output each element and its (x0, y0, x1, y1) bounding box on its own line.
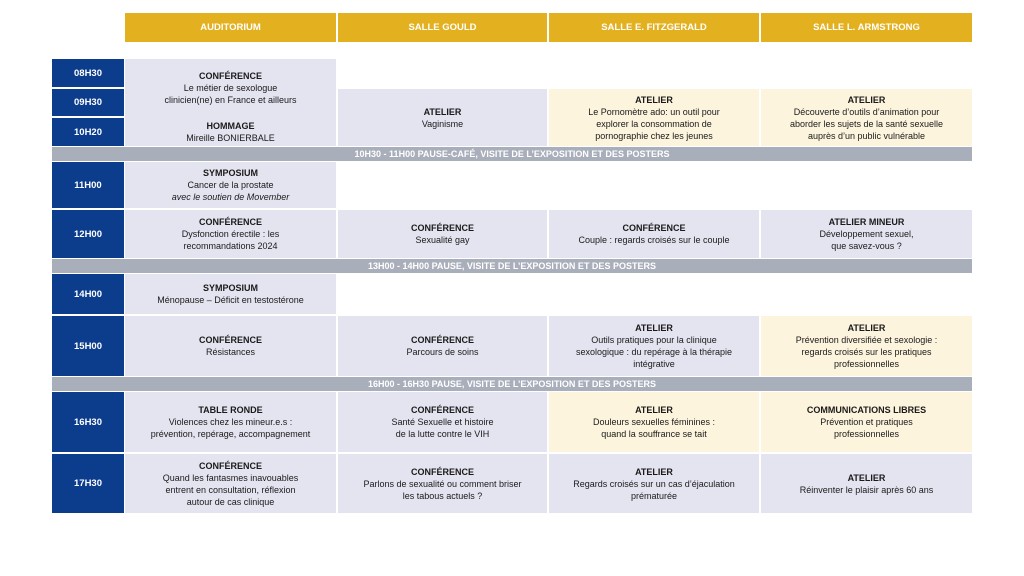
session-line: Ménopause – Déficit en testostérone (157, 295, 304, 305)
session-line: Développement sexuel, (819, 229, 914, 239)
session-cell[interactable] (549, 210, 759, 258)
session-title: ATELIER (635, 466, 673, 477)
session-cell[interactable] (125, 210, 336, 258)
session-line: intégrative (633, 359, 675, 369)
session-cell[interactable] (761, 316, 972, 376)
session-title: TABLE RONDE (198, 405, 263, 415)
session-cell[interactable] (125, 162, 336, 208)
session-line: quand la souffrance se tait (601, 429, 707, 439)
session-line: les tabous actuels ? (402, 490, 483, 501)
session-line: auprès d’un public vulnérable (807, 130, 926, 141)
session-cell[interactable] (761, 210, 972, 258)
session-line: Regards croisés sur un cas d’éjaculation (573, 478, 735, 489)
session-line: Le métier de sexologue (183, 83, 278, 93)
session-cell[interactable] (125, 316, 336, 376)
session-title: CONFÉRENCE (410, 466, 474, 477)
session-cell[interactable] (125, 392, 336, 452)
session-line: pornographie chez les jeunes (595, 130, 713, 141)
session-cell[interactable] (125, 117, 336, 146)
session-line: Violences chez les mineur.e.s : (168, 417, 293, 427)
session-line: clinicien(ne) en France et ailleurs (164, 95, 297, 105)
column-header-auditorium: AUDITORIUM (125, 13, 336, 42)
column-header-salle-gould: SALLE GOULD (338, 13, 547, 42)
session-title: ATELIER MINEUR (828, 217, 905, 227)
column-header-salle-fitzgerald: SALLE E. FITZGERALD (549, 13, 759, 42)
session-title: ATELIER (847, 472, 886, 483)
session-title: ATELIER (635, 323, 673, 333)
session-title: HOMMAGE (206, 120, 255, 131)
session-title: ATELIER (635, 405, 673, 415)
session-line: Parcours de soins (406, 347, 479, 357)
session-line: Le Pornomètre ado: un outil pour (588, 106, 720, 117)
session-cell[interactable] (338, 316, 547, 376)
session-cell[interactable] (761, 454, 972, 513)
time-slot: 10H20 (52, 118, 124, 146)
column-header-salle-armstrong: SALLE L. ARMSTRONG (761, 13, 972, 42)
session-title: CONFÉRENCE (198, 217, 262, 227)
time-slot: 17H30 (52, 454, 124, 513)
session-line: aborder les sujets de la santé sexuelle (789, 118, 944, 129)
session-line: Réinventer le plaisir après 60 ans (799, 484, 934, 495)
session-cell[interactable] (125, 274, 336, 314)
session-cell[interactable] (549, 89, 759, 146)
time-slot: 11H00 (52, 162, 124, 208)
session-line: prévention, repérage, accompagnement (150, 429, 311, 439)
session-line: explorer la consommation de (596, 118, 712, 129)
time-slot: 08H30 (52, 59, 124, 87)
session-line: Douleurs sexuelles féminines : (592, 417, 716, 427)
session-line: Santé Sexuelle et histoire (391, 417, 494, 427)
session-line: regards croisés sur les pratiques (801, 347, 932, 357)
session-title: ATELIER (847, 323, 886, 333)
session-title: ATELIER (423, 106, 462, 117)
session-cell[interactable] (338, 454, 547, 513)
session-title: CONFÉRENCE (198, 335, 262, 345)
time-slot: 14H00 (52, 274, 124, 314)
session-line: que savez-vous ? (831, 241, 902, 251)
session-sponsor: avec le soutien de Movember (171, 192, 290, 202)
time-slot: 12H00 (52, 210, 124, 258)
session-title: CONFÉRENCE (410, 223, 474, 233)
session-cell[interactable] (549, 392, 759, 452)
session-line: professionnelles (833, 359, 900, 369)
session-line: entrent en consultation, réflexion (165, 484, 296, 495)
session-cell[interactable] (338, 210, 547, 258)
session-line: Prévention et pratiques (820, 417, 913, 427)
session-title: CONFÉRENCE (622, 223, 686, 233)
session-title: SYMPOSIUM (202, 168, 258, 178)
session-line: Découverte d’outils d’animation pour (793, 106, 940, 117)
session-title: CONFÉRENCE (410, 335, 474, 345)
session-cell[interactable] (125, 59, 336, 117)
session-line: recommandations 2024 (183, 241, 278, 251)
session-cell[interactable] (338, 89, 547, 146)
session-title: COMMUNICATIONS LIBRES (806, 405, 927, 415)
break-row: 10H30 - 11H00 PAUSE-CAFÉ, VISITE DE L’EXPOSITION ET DES POSTERS (52, 147, 972, 161)
break-row: 13H00 - 14H00 PAUSE, VISITE DE L’EXPOSITION ET DES POSTERS (52, 259, 972, 273)
session-line: Outils pratiques pour la clinique (591, 335, 717, 345)
session-line: Mireille BONIERBALE (186, 132, 275, 143)
session-cell[interactable] (549, 316, 759, 376)
session-line: Vaginisme (421, 118, 464, 129)
session-line: de la lutte contre le VIH (395, 429, 490, 439)
session-line: Dysfonction érectile : les (181, 229, 280, 239)
break-row: 16H00 - 16H30 PAUSE, VISITE DE L’EXPOSITION ET DES POSTERS (52, 377, 972, 391)
session-cell[interactable] (125, 454, 336, 513)
session-title: ATELIER (635, 94, 673, 105)
session-cell[interactable] (761, 392, 972, 452)
session-title: CONFÉRENCE (410, 405, 474, 415)
session-line: autour de cas clinique (186, 496, 275, 507)
session-cell[interactable] (761, 89, 972, 146)
time-slot: 09H30 (52, 89, 124, 116)
session-line: Quand les fantasmes inavouables (162, 472, 299, 483)
session-title: SYMPOSIUM (202, 283, 258, 293)
session-line: Cancer de la prostate (187, 180, 274, 190)
session-line: Parlons de sexualité ou comment briser (363, 478, 522, 489)
session-cell[interactable] (338, 392, 547, 452)
session-title: ATELIER (847, 94, 886, 105)
session-line: prématurée (630, 490, 678, 501)
session-line: Résistances (205, 347, 256, 357)
time-slot: 16H30 (52, 392, 124, 452)
session-line: sexologique : du repérage à la thérapie (575, 347, 733, 357)
session-cell[interactable] (549, 454, 759, 513)
session-line: Prévention diversifiée et sexologie : (795, 335, 938, 345)
session-line: Couple : regards croisés sur le couple (578, 235, 730, 245)
time-slot: 15H00 (52, 316, 124, 376)
session-title: CONFÉRENCE (198, 71, 262, 81)
session-line: Sexualité gay (415, 235, 470, 245)
session-title: CONFÉRENCE (198, 460, 262, 471)
session-line: professionnelles (833, 429, 900, 439)
